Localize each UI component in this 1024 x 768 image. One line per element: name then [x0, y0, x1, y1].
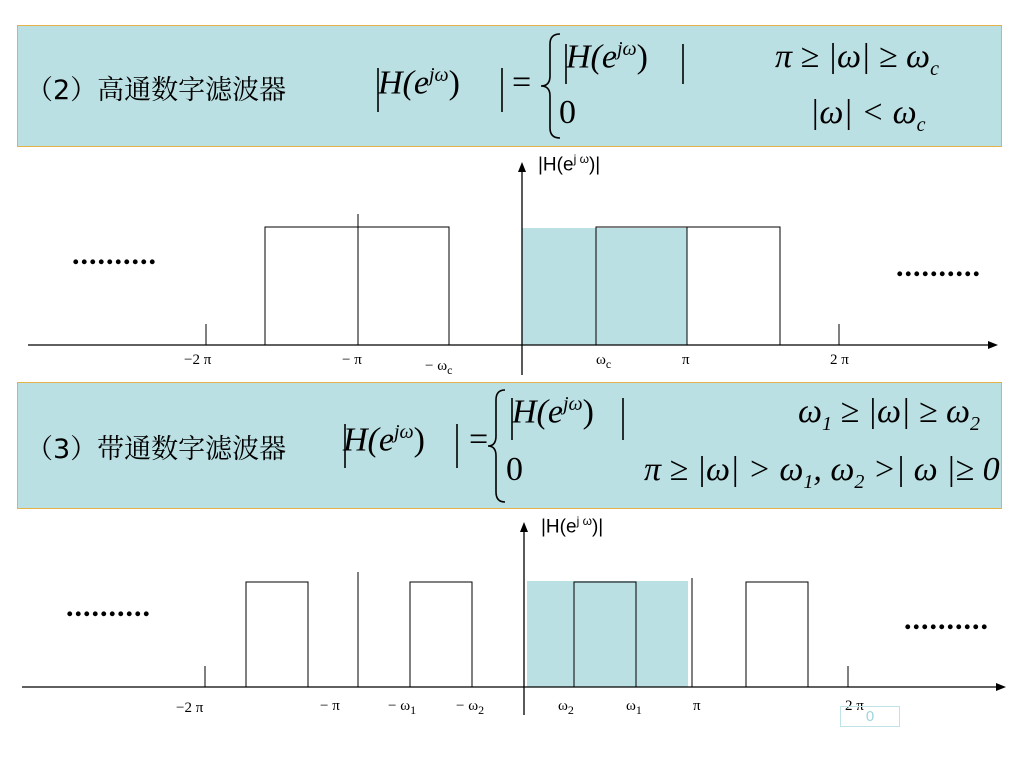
highpass-dots-left: .......... [72, 238, 157, 271]
bandpass-y-arrow [520, 522, 528, 532]
bandpass-case1-value: $H(e^{j\omega})$ [512, 393, 594, 431]
bandpass-brace [488, 390, 505, 502]
highpass-lhs: $H(e^{j\omega})$ [378, 64, 460, 102]
bandpass-rect-4 [746, 582, 808, 687]
bandpass-case2-value: 0 [506, 451, 523, 488]
highpass-case2-value: 0 [559, 94, 576, 131]
highpass-tick-2pi: 2 π [830, 352, 849, 368]
highpass-y-label: $|H(e^{j \omega})|$ [538, 152, 601, 176]
bandpass-dots-right: .......... [904, 603, 989, 636]
highpass-tick-negpi: − π [342, 352, 362, 368]
bandpass-tick-negw2: − $\omega_2$ [456, 698, 485, 717]
bandpass-shaded-passband [527, 581, 688, 687]
highpass-tick-neg2pi: −2 π [184, 352, 212, 368]
bandpass-y-label: $|H(e^{j \omega})|$ [541, 514, 604, 538]
bandpass-tick-negpi: − π [320, 698, 340, 714]
highpass-x-arrow [988, 341, 998, 349]
page-number-indicator[interactable]: 0 [840, 706, 900, 727]
highpass-case2-condition: $|\omega| < \omega_c$ [810, 94, 926, 136]
highpass-y-arrow [518, 162, 526, 172]
bandpass-title: （3）带通数字滤波器 [26, 434, 287, 465]
bandpass-dots-left: .......... [66, 590, 151, 623]
bandpass-tick-w1: $\omega_1$ [626, 698, 642, 717]
highpass-brace [541, 34, 560, 138]
highpass-equals: = [512, 64, 532, 101]
highpass-tick-negwc: − $\omega_c$ [425, 358, 453, 377]
highpass-plot [28, 162, 998, 375]
bandpass-rect-2 [410, 582, 472, 687]
highpass-rect-neg-pi [265, 227, 449, 345]
highpass-shaded-passband [522, 228, 596, 345]
highpass-tick-pi: π [682, 352, 690, 368]
bandpass-x-arrow [996, 683, 1006, 691]
bandpass-tick-w2: $\omega_2$ [558, 698, 574, 717]
highpass-title: （2）高通数字滤波器 [26, 75, 287, 106]
bandpass-equation-glyphs [345, 390, 623, 502]
highpass-case1-value: $H(e^{j\omega})$ [566, 38, 648, 76]
bandpass-tick-negw1: − $\omega_1$ [388, 698, 417, 717]
highpass-case1-condition: $\pi \ge |\omega| \ge \omega_c$ [775, 38, 939, 80]
highpass-tick-wc: $\omega_c$ [596, 352, 612, 371]
bandpass-plot [22, 522, 1006, 715]
highpass-equation-glyphs [378, 34, 683, 138]
highpass-dots-right: .......... [896, 250, 981, 283]
bandpass-case2-condition: $\pi \ge |\omega| > \omega_1$, $\omega_2$ >| ω |≥ 0 [644, 451, 1000, 493]
bandpass-case1-condition: $\omega_1 \ge |\omega| \ge \omega_2$ [798, 393, 981, 435]
bandpass-tick-neg2pi: −2 π [176, 700, 204, 716]
bandpass-tick-2pi: 2 π [845, 698, 864, 714]
bandpass-rect-1 [246, 582, 308, 687]
bandpass-equals: = [469, 421, 489, 458]
highpass-shaded-passband-2 [596, 228, 687, 345]
bandpass-lhs: $H(e^{j\omega})$ [343, 421, 425, 459]
bandpass-tick-pi: π [693, 698, 701, 714]
